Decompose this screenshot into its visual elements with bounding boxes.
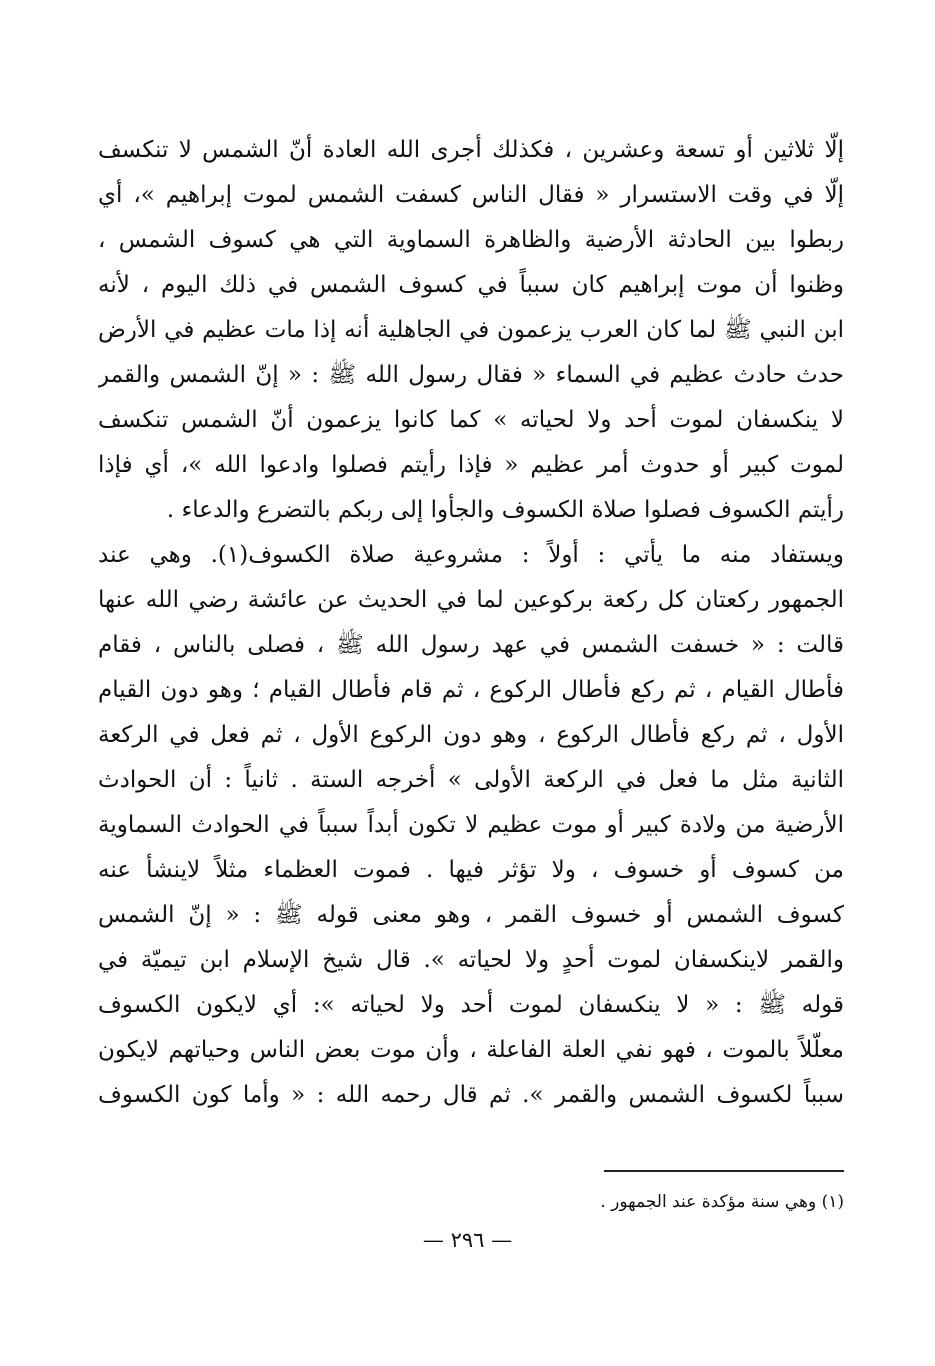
text-line: والقمر لاينكسفان لموت أحدٍ ولا لحياته ». قال شيخ الإسلام ابن تيميّة في xyxy=(98,947,844,973)
text-line: لا ينكسفان لموت أحد ولا لحياته » كما كانوا يزعمون أنّ الشمس تنكسف xyxy=(98,407,844,433)
text-line: فأطال القيام ، ثم ركع فأطال الركوع ، ثم قام فأطال القيام ؛ وهو دون القيام xyxy=(98,677,844,703)
text-line: من كسوف أو خسوف ، ولا تؤثر فيها . فموت العظماء مثلاً لاينشأ عنه xyxy=(98,857,844,883)
text-line: وظنوا أن موت إبراهيم كان سبباً في كسوف الشمس في ذلك اليوم ، لأنه xyxy=(98,272,844,298)
text-line: الثانية مثل ما فعل في الركعة الأولى » أخرجه الستة . ثانياً : أن الحوادث xyxy=(98,767,844,793)
text-line: قوله ﷺ : « لا ينكسفان لموت أحد ولا لحياته »: أي لايكون الكسوف xyxy=(98,992,844,1018)
text-line: معلّلاً بالموت ، فهو نفي العلة الفاعلة ، وأن موت بعض الناس وحياتهم لايكون xyxy=(98,1037,844,1063)
text-line: سبباً لكسوف الشمس والقمر ». ثم قال رحمه الله : « وأما كون الكسوف xyxy=(98,1082,844,1108)
text-line: الأول ، ثم ركع فأطال الركوع ، وهو دون الركوع الأول ، ثم فعل في الركعة xyxy=(98,722,844,748)
text-line: ربطوا بين الحادثة الأرضية والظاهرة السماوية التي هي كسوف الشمس ، xyxy=(98,227,844,253)
body-text xyxy=(98,128,844,1118)
footnote-divider xyxy=(604,1170,844,1172)
text-line: ويستفاد منه ما يأتي : أولاً : مشروعية صلاة الكسوف(١). وهي عند xyxy=(98,542,844,568)
text-line: قالت : « خسفت الشمس في عهد رسول الله ﷺ ، فصلى بالناس ، فقام xyxy=(98,632,844,658)
page-number: — ٢٩٦ — xyxy=(422,1228,513,1252)
text-line: ابن النبي ﷺ لما كان العرب يزعمون في الجاهلية أنه إذا مات عظيم في الأرض xyxy=(98,317,844,343)
text-line: إلّا ثلاثين أو تسعة وعشرين ، فكذلك أجرى الله العادة أنّ الشمس لا تنكسف xyxy=(98,137,844,163)
text-line: الجمهور ركعتان كل ركعة بركوعين لما في الحديث عن عائشة رضي الله عنها xyxy=(98,587,844,613)
text-line: إلّا في وقت الاستسرار « فقال الناس كسفت الشمس لموت إبراهيم »، أي xyxy=(98,182,844,208)
text-line: الأرضية من ولادة كبير أو موت عظيم لا تكون أبداً سبباً في الحوادث السماوية xyxy=(98,812,844,838)
text-line: لموت كبير أو حدوث أمر عظيم « فإذا رأيتم فصلوا وادعوا الله »، أي فإذا xyxy=(98,452,844,478)
footnote: (١) وهي سنة مؤكدة عند الجمهور . xyxy=(600,1192,844,1212)
text-line: رأيتم الكسوف فصلوا صلاة الكسوف والجأوا إلى ربكم بالتضرع والدعاء . xyxy=(166,497,844,523)
text-line: حدث حادث عظيم في السماء « فقال رسول الله ﷺ : « إنّ الشمس والقمر xyxy=(98,362,844,388)
text-line: كسوف الشمس أو خسوف القمر ، وهو معنى قوله ﷺ : « إنّ الشمس xyxy=(98,902,844,928)
